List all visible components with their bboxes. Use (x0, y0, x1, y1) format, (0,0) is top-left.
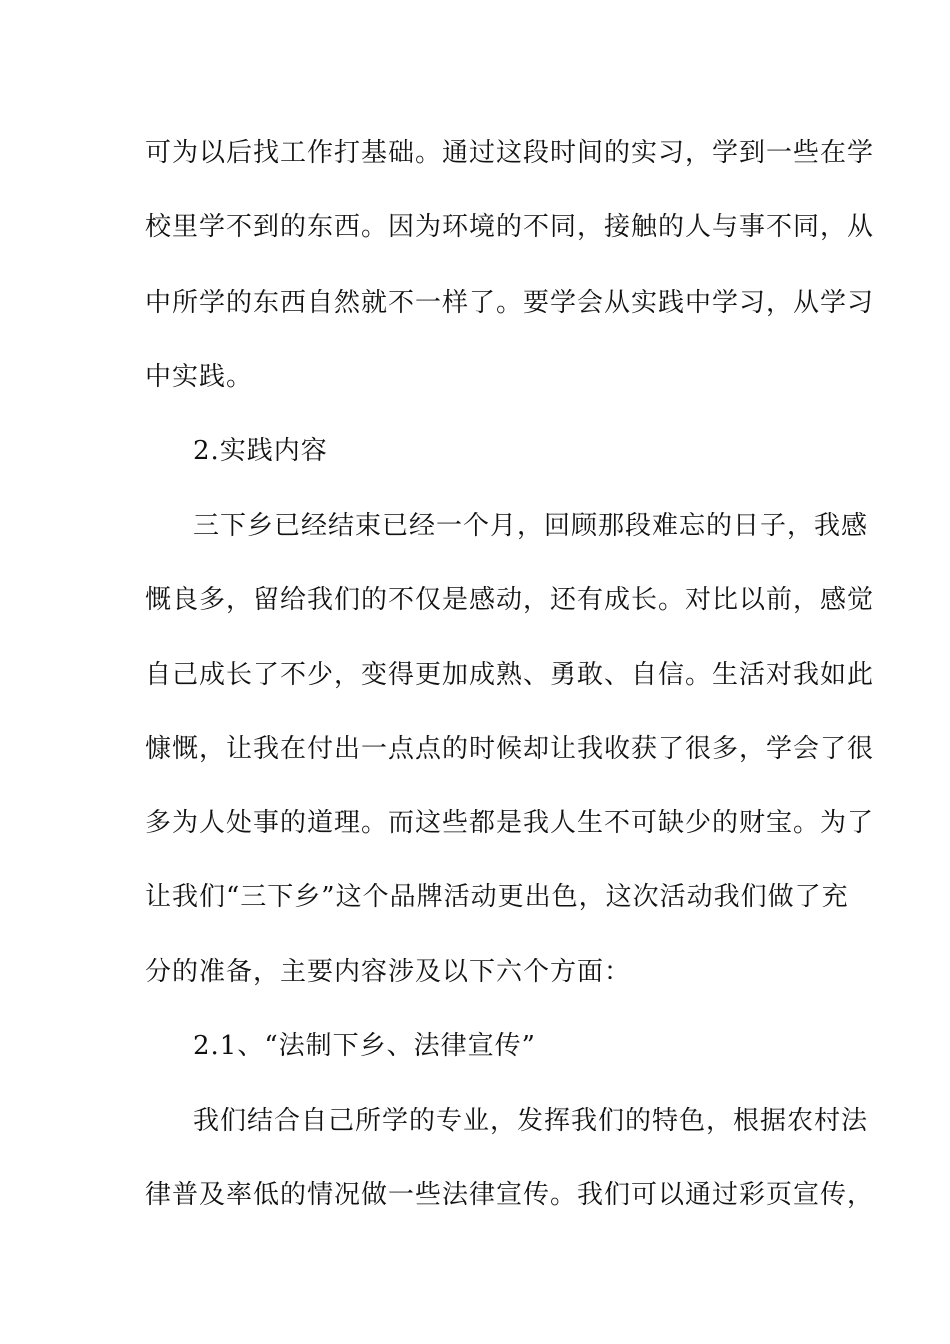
paragraph-line: 多为人处事的道理。而这些都是我人生不可缺少的财宝。为了 (145, 808, 875, 838)
paragraph-line: 三下乡已经结束已经一个月，回顾那段难忘的日子，我感 (193, 511, 869, 541)
paragraph-line: 中所学的东西自然就不一样了。要学会从实践中学习，从学习 (145, 288, 875, 318)
section-heading: 2.实践内容 (193, 436, 328, 466)
paragraph-line: 让我们“三下乡”这个品牌活动更出色，这次活动我们做了充 (145, 882, 849, 912)
paragraph-line: 慷慨，让我在付出一点点的时候却让我收获了很多，学会了很 (145, 734, 875, 764)
paragraph-line: 分的准备，主要内容涉及以下六个方面： (145, 957, 632, 987)
paragraph-line: 慨良多，留给我们的不仅是感动，还有成长。对比以前，感觉 (145, 585, 875, 615)
paragraph-line: 校里学不到的东西。因为环境的不同，接触的人与事不同，从 (145, 212, 875, 242)
paragraph-line: 可为以后找工作打基础。通过这段时间的实习，学到一些在学 (145, 138, 875, 168)
paragraph-line: 中实践。 (145, 362, 254, 392)
paragraph-line: 我们结合自己所学的专业，发挥我们的特色，根据农村法 (193, 1106, 869, 1136)
paragraph-line: 律普及率低的情况做一些法律宣传。我们可以通过彩页宣传， (145, 1180, 875, 1210)
subsection-heading: 2.1、“法制下乡、法律宣传” (193, 1031, 536, 1061)
paragraph-line: 自己成长了不少，变得更加成熟、勇敢、自信。生活对我如此 (145, 660, 875, 690)
